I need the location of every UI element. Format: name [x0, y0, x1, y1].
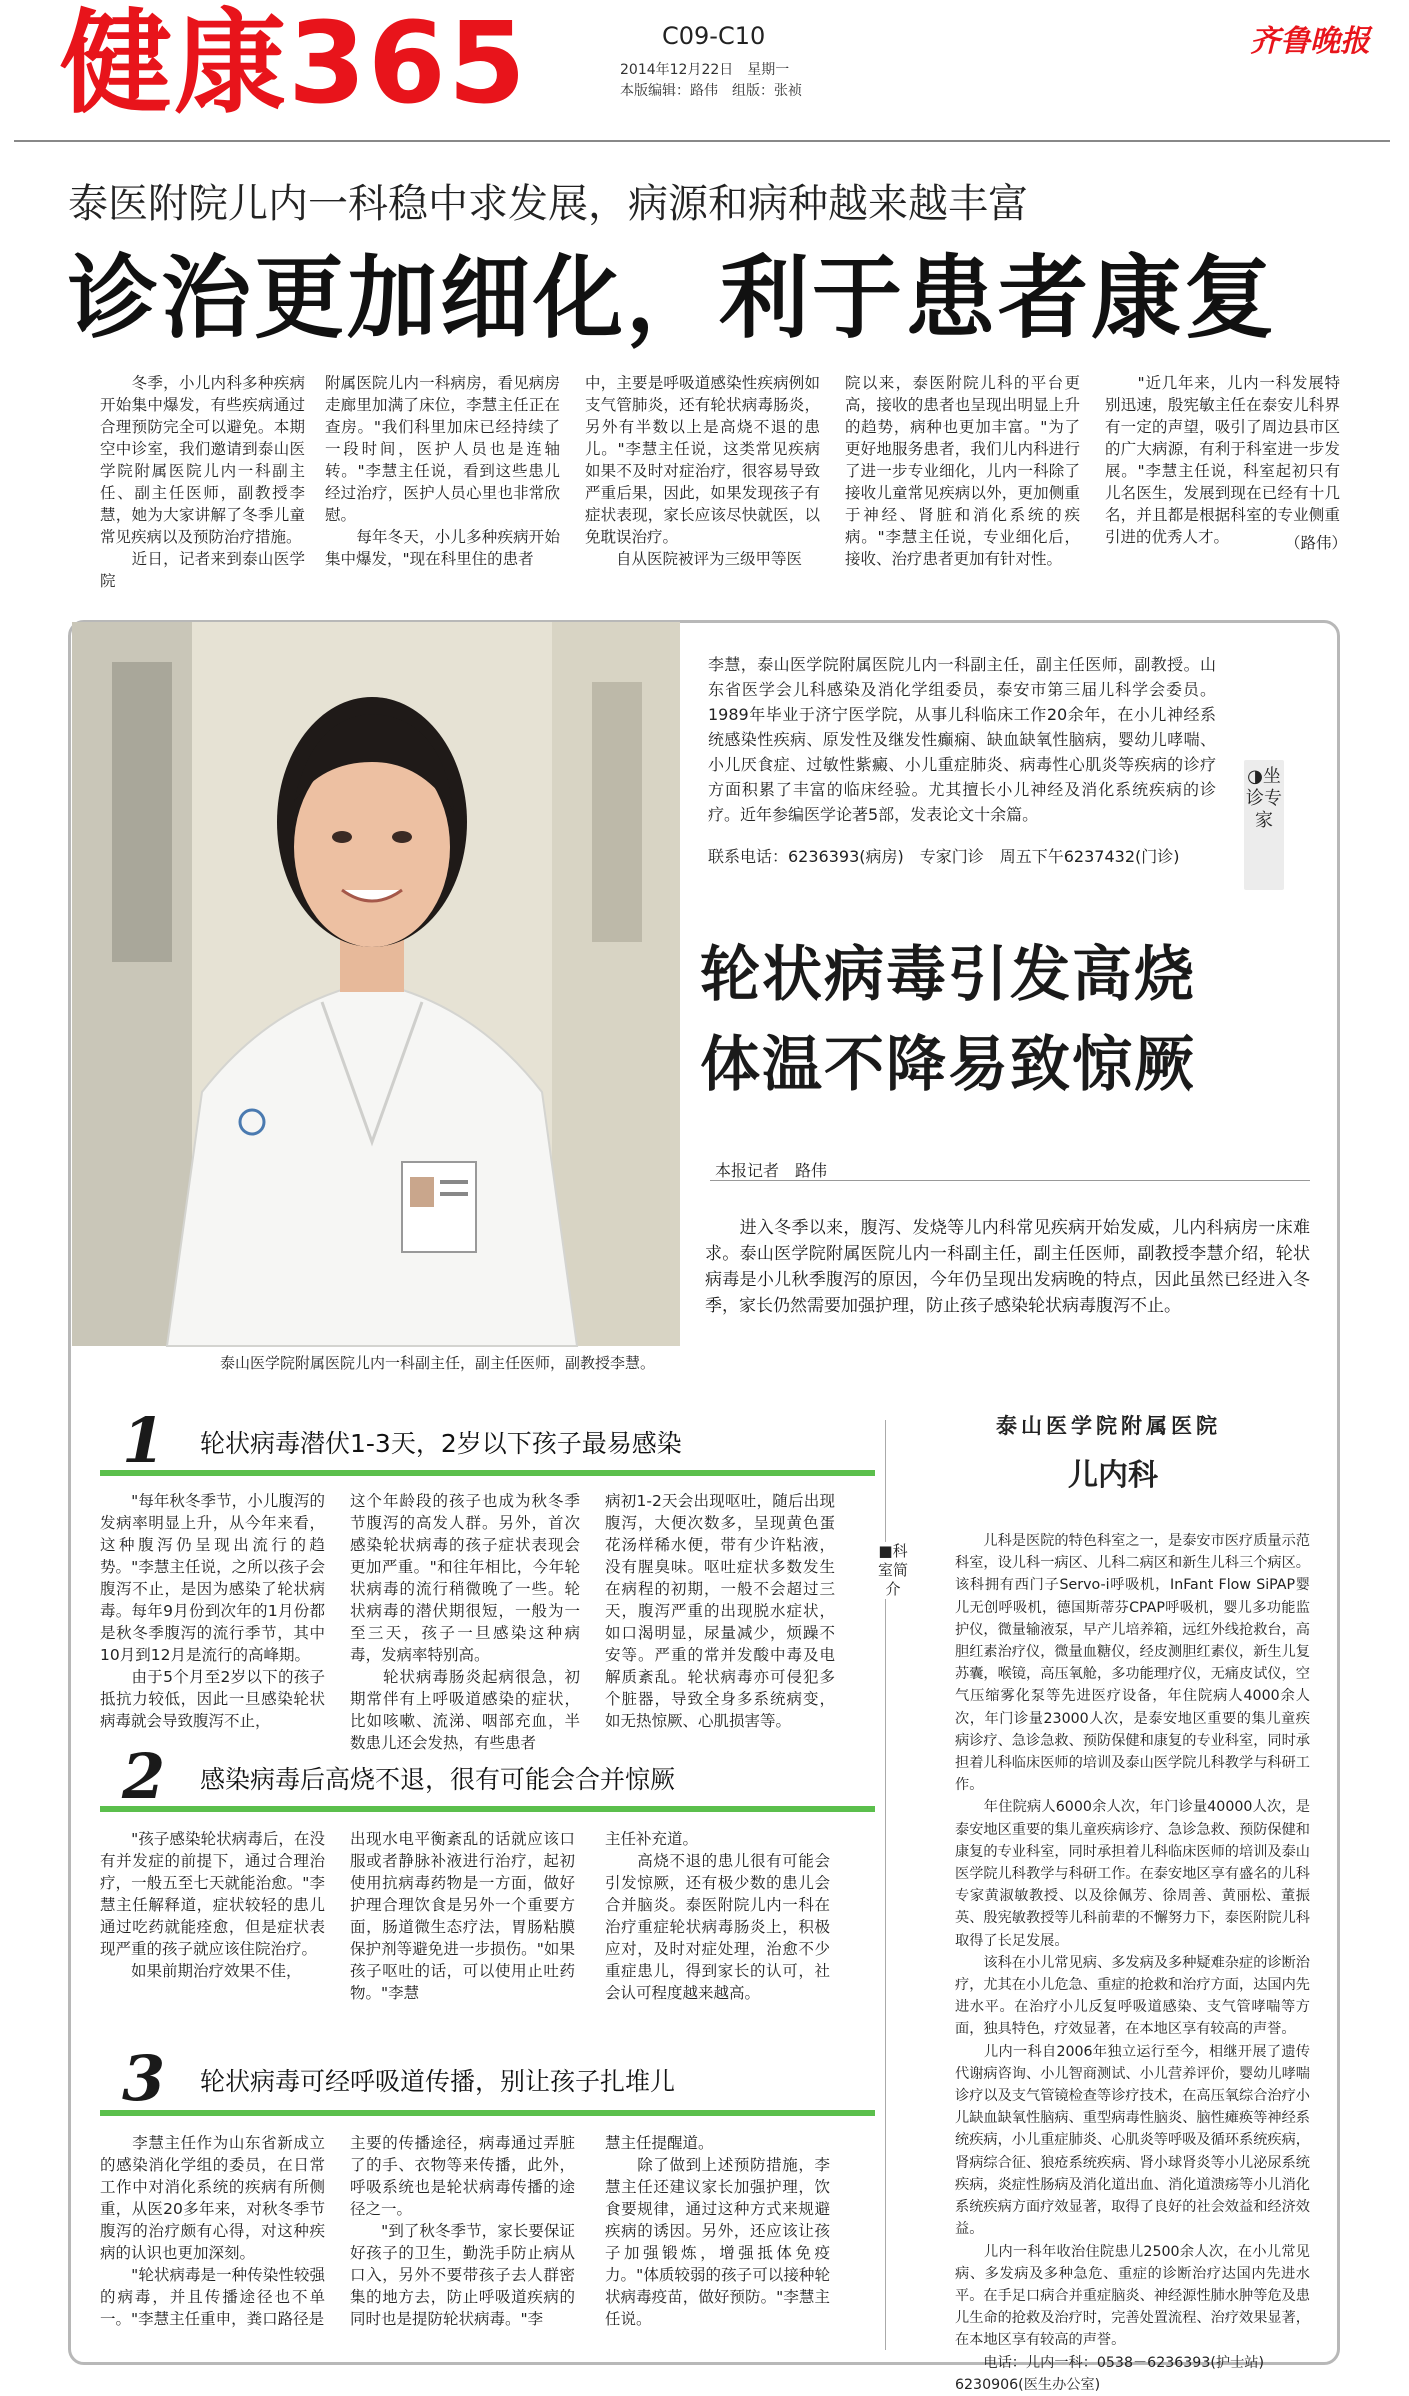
editor-line: 本版编辑：路伟 组版：张祯	[620, 83, 802, 99]
top-article-subhead: 泰医附院儿内一科稳中求发展，病源和病种越来越丰富	[68, 181, 1028, 227]
section-2-col-3: 主任补充道。 高烧不退的患儿很有可能会引发惊厥，还有极少数的患儿会合并脑炎。泰医附院儿内一科在治疗重症轮状病毒肠炎上，积极应对，及时对症处理，治愈不少重症患儿，得到家长的认可，社会认可程度越来越高。	[605, 1830, 830, 2002]
section-3-bar	[100, 2110, 875, 2116]
dept-intro-subtitle: 儿内科	[1068, 1458, 1158, 1493]
section-title: 健康365	[60, 0, 528, 129]
date-line: 2014年12月22日 星期一	[620, 62, 790, 78]
date-editor-block	[620, 60, 920, 102]
dept-intro-tag: ■科室简介	[878, 1542, 909, 1598]
masthead-divider	[14, 140, 1390, 142]
dept-intro-title: 泰山医学院附属医院	[996, 1413, 1221, 1438]
section-2-title: 感染病毒后高烧不退，很有可能会合并惊厥	[200, 1765, 676, 1794]
section-1-col-3: 病初1-2天会出现呕吐，随后出现腹泻，大便次数多，呈现黄色蛋花汤样稀水便，带有少许粘液，没有腥臭味。呕吐症状多数发生在病程的初期，一般不会超过三天，腹泻严重的出现脱水症状，如口渴明显，尿量减少，烦躁不安等。严重的常并发酸中毒及电解质紊乱。轮状病毒亦可侵犯多个脏器，导致全身多系统病变，如无热惊厥、心肌损害等。	[605, 1492, 835, 1730]
byline-divider	[710, 1180, 1310, 1181]
newspaper-logo: 齐鲁晚报	[1250, 24, 1370, 59]
page-numbers: C09-C10	[662, 22, 766, 50]
top-article-author: （路伟）	[1285, 534, 1348, 552]
expert-bio: 李慧，泰山医学院附属医院儿内一科副主任，副主任医师，副教授。山东省医学会儿科感染及消化学组委员，泰安市第三届儿科学会委员。1989年毕业于济宁医学院，从事儿科临床工作20余年，在小儿神经系统感染性疾病、原发性及继发性癫痫、缺血缺氧性脑病，婴幼儿哮喘、小儿厌食症、过敏性紫癜、小儿重症肺炎、病毒性心肌炎等疾病的诊疗方面积累了丰富的临床经验。尤其擅长小儿神经及消化系统疾病的诊疗。近年参编医学论著5部，发表论文十余篇。	[708, 655, 1216, 824]
top-article-col-5: "近几年来，儿内一科发展特别迅速，殷宪敏主任在泰安儿科界有一定的声望，吸引了周边县市区的广大病源，有利于科室进一步发展。"李慧主任说，科室起初只有儿名医生，发展到现在已经有十几名，并且都是根据科室的专业侧重引进的优秀人才。	[1105, 374, 1340, 546]
doctor-photo	[72, 622, 680, 1346]
top-article-headline: 诊治更加细化，利于患者康复	[68, 246, 1277, 351]
section-1-bar	[100, 1470, 875, 1476]
top-article-col-2: 附属医院儿内一科病房，看见病房走廊里加满了床位，李慧主任正在查房。"我们科里加床已经持续了一段时间，医护人员也是连轴转。"李慧主任说，看到这些患儿经过治疗，医护人员心里也非常欣慰。 每年冬天，小儿多种疾病开始集中爆发，"现在科里住的患者	[325, 374, 560, 568]
expert-contact: 联系电话：6236393(病房) 专家门诊 周五下午6237432(门诊)	[708, 847, 1180, 866]
section-2-col-2: 出现水电平衡紊乱的话就应该口服或者静脉补液进行治疗，起初使用抗病毒药物是一方面，做好护理合理饮食是另外一个重要方面，肠道微生态疗法，胃肠粘膜保护剂等避免进一步损伤。"如果孩子呕吐的话，可以使用止吐药物。"李慧	[350, 1830, 575, 2002]
photo-caption: 泰山医学院附属医院儿内一科副主任，副主任医师，副教授李慧。	[220, 1354, 656, 1372]
feature-lead: 进入冬季以来，腹泻、发烧等儿内科常见疾病开始发威，儿内科病房一床难求。泰山医学院附属医院儿内一科副主任，副主任医师，副教授李慧介绍，轮状病毒是小儿秋季腹泻的原因，今年仍呈现出发病晚的特点，因此虽然已经进入冬季，家长仍然需要加强护理，防止孩子感染轮状病毒腹泻不止。	[705, 1218, 1310, 1316]
feature-headline-line-1: 轮状病毒引发高烧	[700, 940, 1196, 1010]
section-2-col-1: "孩子感染轮状病毒后，在没有并发症的前提下，通过合理治疗，一般五至七天就能治愈。"李慧主任解释道，症状较轻的患儿通过吃药就能痊愈，但是症状表现严重的孩子就应该住院治疗。 如果前期治疗效果不佳，	[100, 1830, 325, 1980]
feature-headline-line-2: 体温不降易致惊厥	[700, 1030, 1196, 1100]
section-1-col-1: "每年秋冬季节，小儿腹泻的发病率明显上升，从今年来看，这种腹泻仍呈现出流行的趋势。"李慧主任说，之所以孩子会腹泻不止，是因为感染了轮状病毒。每年9月份到次年的1月份都是秋冬季腹泻的流行季节，其中10月到12月是流行的高峰期。 由于5个月至2岁以下的孩子抵抗力较低，因此一旦感染轮状病毒就会导致腹泻不止，	[100, 1492, 325, 1730]
feature-headline	[700, 930, 1196, 1110]
section-2-number: 2	[122, 1740, 166, 1813]
expert-tag: ◑坐诊专家	[1244, 760, 1284, 890]
section-3-title: 轮状病毒可经呼吸道传播，别让孩子扎堆儿	[200, 2067, 676, 2096]
top-article-col-1: 冬季，小儿内科多种疾病开始集中爆发，有些疾病通过合理预防完全可以避免。本期空中诊室，我们邀请到泰山医学院附属医院儿内一科副主任、副主任医师，副教授李慧，她为大家讲解了冬季儿童常见疾病以及预防治疗措施。 近日，记者来到泰山医学院	[100, 374, 305, 590]
section-3-number: 3	[122, 2042, 166, 2115]
section-3-col-3: 慧主任提醒道。 除了做到上述预防措施，李慧主任还建议家长加强护理，饮食要规律，通过这种方式来规避疾病的诱因。另外，还应该让孩子加强锻炼，增强抵体免疫力。"体质较弱的孩子可以接种轮状病毒疫苗，做好预防。"李慧主任说。	[605, 2134, 830, 2328]
top-article-col-4: 院以来，泰医附院儿科的平台更高，接收的患者也呈现出明显上升的趋势，病种也更加丰富。"为了更好地服务患者，我们儿内科进行了进一步专业细化，儿内一科除了接收儿童常见疾病以外，更加侧重于神经、肾脏和消化系统的疾病。"李慧主任说，专业细化后，接收、治疗患者更加有针对性。	[845, 374, 1080, 568]
section-1-title: 轮状病毒潜伏1-3天，2岁以下孩子最易感染	[200, 1429, 682, 1458]
section-1-col-2: 这个年龄段的孩子也成为秋冬季节腹泻的高发人群。另外，首次感染轮状病毒的孩子症状表现会更加严重。"和往年相比，今年轮状病毒的流行稍微晚了一些。轮状病毒的潜伏期很短，一般为一至三天，孩子一旦感染这种病毒，发病率特别高。 轮状病毒肠炎起病很急，初期常伴有上呼吸道感染的症状，比如咳嗽、流涕、咽部充血，半数患儿还会发热，有些患者	[350, 1492, 580, 1752]
section-1-number: 1	[122, 1404, 166, 1477]
section-3-col-2: 主要的传播途径，病毒通过弄脏了的手、衣物等来传播，此外，呼吸系统也是轮状病毒传播的途径之一。 "到了秋冬季节，家长要保证好孩子的卫生，勤洗手防止病从口入，另外不要带孩子去人群密集的地方去，防止呼吸道疾病的同时也是提防轮状病毒。"李	[350, 2134, 575, 2328]
section-2-bar	[100, 1806, 875, 1812]
dept-intro-body: 儿科是医院的特色科室之一，是泰安市医疗质量示范科室，设儿科一病区、儿科二病区和新生儿科三个病区。该科拥有西门子Servo-i呼吸机，InFant Flow SiPAP婴儿无创呼吸机，德国斯蒂芬CPAP呼吸机，婴儿多功能监护仪，微量输液泵，早产儿培养箱，远红外线抢救台，高胆红素治疗仪，微量血糖仪，经皮测胆红素仪，新生儿复苏囊，喉镜，高压氧舱，多功能理疗仪，无痛皮试仪，空气压缩雾化泵等先进医疗设备，年住院病人4000余人次，年门诊量23000人次，是泰安地区重要的集儿童疾病诊疗、急诊急救、预防保健和康复的专业科室，同时承担着儿科临床医师的培训及泰山医学院儿科教学与科研工作。 年住院病人6000余人次，年门诊量40000人次，是泰安地区重要的集儿童疾病诊疗、急诊急救、预防保健和康复的专业科室，同时承担着儿科临床医师的培训及泰山医学院儿科教学与科研工作。在泰安地区享有盛名的儿科专家黄淑敏教授、以及徐佩芳、徐周善、黄丽松、董振英、殷宪敏教授等儿科前辈的不懈努力下，泰医附院儿科取得了长足发展。 该科在小儿常见病、多发病及多种疑难杂症的诊断治疗，尤其在小儿危急、重症的抢救和治疗方面，达国内先进水平。在治疗小儿反复呼吸道感染、支气管哮喘等方面，独具特色，疗效显著，在本地区享有较高的声誉。 儿内一科自2006年独立运行至今，相继开展了遗传代谢病咨询、小儿智商测试、小儿营养评价，婴幼儿哮喘诊疗以及支气管镜检查等诊疗技术，在高压氧综合治疗小儿缺血缺氧性脑病、重型病毒性脑炎、脑性瘫痪等神经系统疾病，小儿重症肺炎、心肌炎等呼吸及循环系统疾病，肾病综合征、狼疮系统疾病、肾小球肾炎等小儿泌尿系统疾病，炎症性肠病及消化道出血、消化道溃疡等小儿消化系统疾病方面疗效显著，取得了良好的社会效益和经济效益。 儿内一科年收治住院患儿2500余人次，在小儿常见病、多发病及多种急危、重症的诊断治疗达国内先进水平。在手足口病合并重症脑炎、神经源性肺水肿等危及患儿生命的抢救及治疗时，完善处置流程、治疗效果显著，在本地区享有较高的声誉。 电话：儿内一科：0538－6236393(护士站) 6230906(医生办公室)	[955, 1533, 1310, 2393]
top-article-col-3: 中，主要是呼吸道感染性疾病例如支气管肺炎，还有轮状病毒肠炎，另外有半数以上是高烧不退的患儿。"李慧主任说，这类常见疾病如果不及时对症治疗，很容易导致严重后果，因此，如果发现孩子有症状表现，家长应该尽快就医，以免耽误治疗。 自从医院被评为三级甲等医	[585, 374, 820, 568]
section-3-col-1: 李慧主任作为山东省新成立的感染消化学组的委员，在日常工作中对消化系统的疾病有所侧重，从医20多年来，对秋冬季节腹泻的治疗颇有心得，对这种疾病的认识也更加深刻。 "轮状病毒是一种传染性较强的病毒，并且传播途径也不单一。"李慧主任重申，粪口路径是	[100, 2134, 325, 2328]
doctor-portrait-illustration	[72, 622, 680, 1346]
feature-byline: 本报记者 路伟	[715, 1161, 828, 1180]
